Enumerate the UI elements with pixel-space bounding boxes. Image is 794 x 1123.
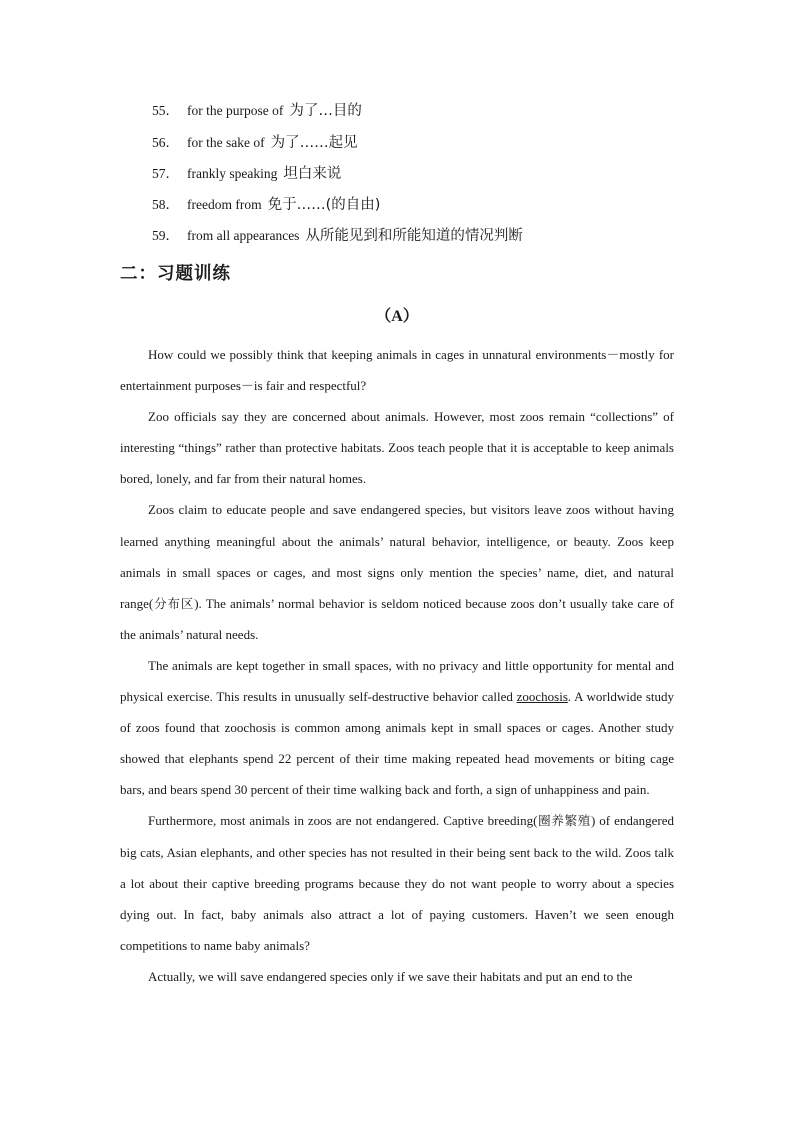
vocab-number: 56．: [152, 135, 179, 150]
paragraph-1: How could we possibly think that keeping animals in cages in unnatural environments－mostly for entertainment purposes－is fair and respectful?: [120, 347, 674, 394]
paragraph-5-text-a: Furthermore, most animals in zoos are not endangered. Captive breeding(: [148, 813, 538, 829]
vocab-english: freedom from: [187, 197, 262, 212]
vocab-item-59: [152, 226, 523, 246]
vocab-item-56: [152, 133, 358, 153]
vocab-chinese: 免于……(的自由): [267, 197, 381, 213]
part-title: （A）: [375, 308, 419, 325]
vocab-english: for the purpose of: [187, 103, 284, 118]
paragraph-5-chinese-gloss: 圈养繁殖: [537, 813, 591, 829]
paragraph-3-text-a: Zoos claim to educate people and save endangered species, but visitors leave zoos without having learned anything meaningful about the animals’ natural behavior, intelligence, or beauty. Zoos keep animals in small spaces or cages, and most signs only mention the species’ name, diet, and natural range(: [120, 502, 674, 611]
vocab-number: 58．: [152, 197, 179, 212]
paragraph-4-text-a: The animals are kept together in small spaces, with no privacy and little opportunity for mental and physical exercise. This results in unusually self-destructive behavior called: [120, 657, 674, 705]
vocab-number: 59．: [152, 228, 179, 243]
vocab-chinese: 为了…目的: [289, 103, 362, 119]
paragraph-5: [120, 805, 674, 960]
vocab-item-58: [152, 195, 380, 215]
vocab-item-57: [152, 164, 341, 184]
section-title: 二：习题训练: [120, 264, 231, 284]
paragraph-3-text-b: ). The animals’ normal behavior is seldom noticed because zoos don’t usually take care of the animals’ natural needs.: [120, 595, 674, 642]
vocab-chinese: 为了……起见: [270, 135, 358, 151]
vocab-number: 57．: [152, 166, 179, 181]
vocab-chinese: 坦白来说: [283, 166, 342, 182]
vocab-english: for the sake of: [187, 135, 265, 150]
paragraph-4: [120, 650, 674, 805]
paragraph-6: Actually, we will save endangered species only if we save their habitats and put an end to the: [148, 968, 633, 984]
reading-passage: [120, 339, 674, 992]
paragraph-3: [120, 494, 674, 649]
vocab-english: frankly speaking: [187, 166, 278, 181]
underlined-term: zoochosis: [516, 689, 568, 705]
paragraph-3-chinese-gloss: 分布区: [153, 595, 195, 611]
paragraph-2: Zoo officials say they are concerned about animals. However, most zoos remain “collections” of interesting “things” rather than protective habitats. Zoos teach people that it is acceptable to keep animals bored, lonely, and far from their natural homes.: [120, 409, 674, 487]
paragraph-4-text-b: . A worldwide study of zoos found that zoochosis is common among animals kept in small spaces or cages. Another study showed that elephants spend 22 percent of their time making repeated head movements or biting cage bars, and bears spend 30 percent of their time walking back and forth, a sign of unhappiness and pain.: [120, 689, 674, 798]
vocab-item-55: [152, 101, 362, 121]
vocab-chinese: 从所能见到和所能知道的情况判断: [305, 228, 523, 244]
vocab-english: from all appearances: [187, 228, 300, 243]
vocab-number: 55．: [152, 103, 179, 118]
paragraph-5-text-b: ) of endangered big cats, Asian elephants, and other species has not resulted in their being sent back to the wild. Zoos talk a lot about their captive breeding programs because they do not want people to worry about a species dying out. In fact, baby animals also attract a lot of paying customers. Haven’t we seen enough competitions to name baby animals?: [120, 813, 674, 953]
